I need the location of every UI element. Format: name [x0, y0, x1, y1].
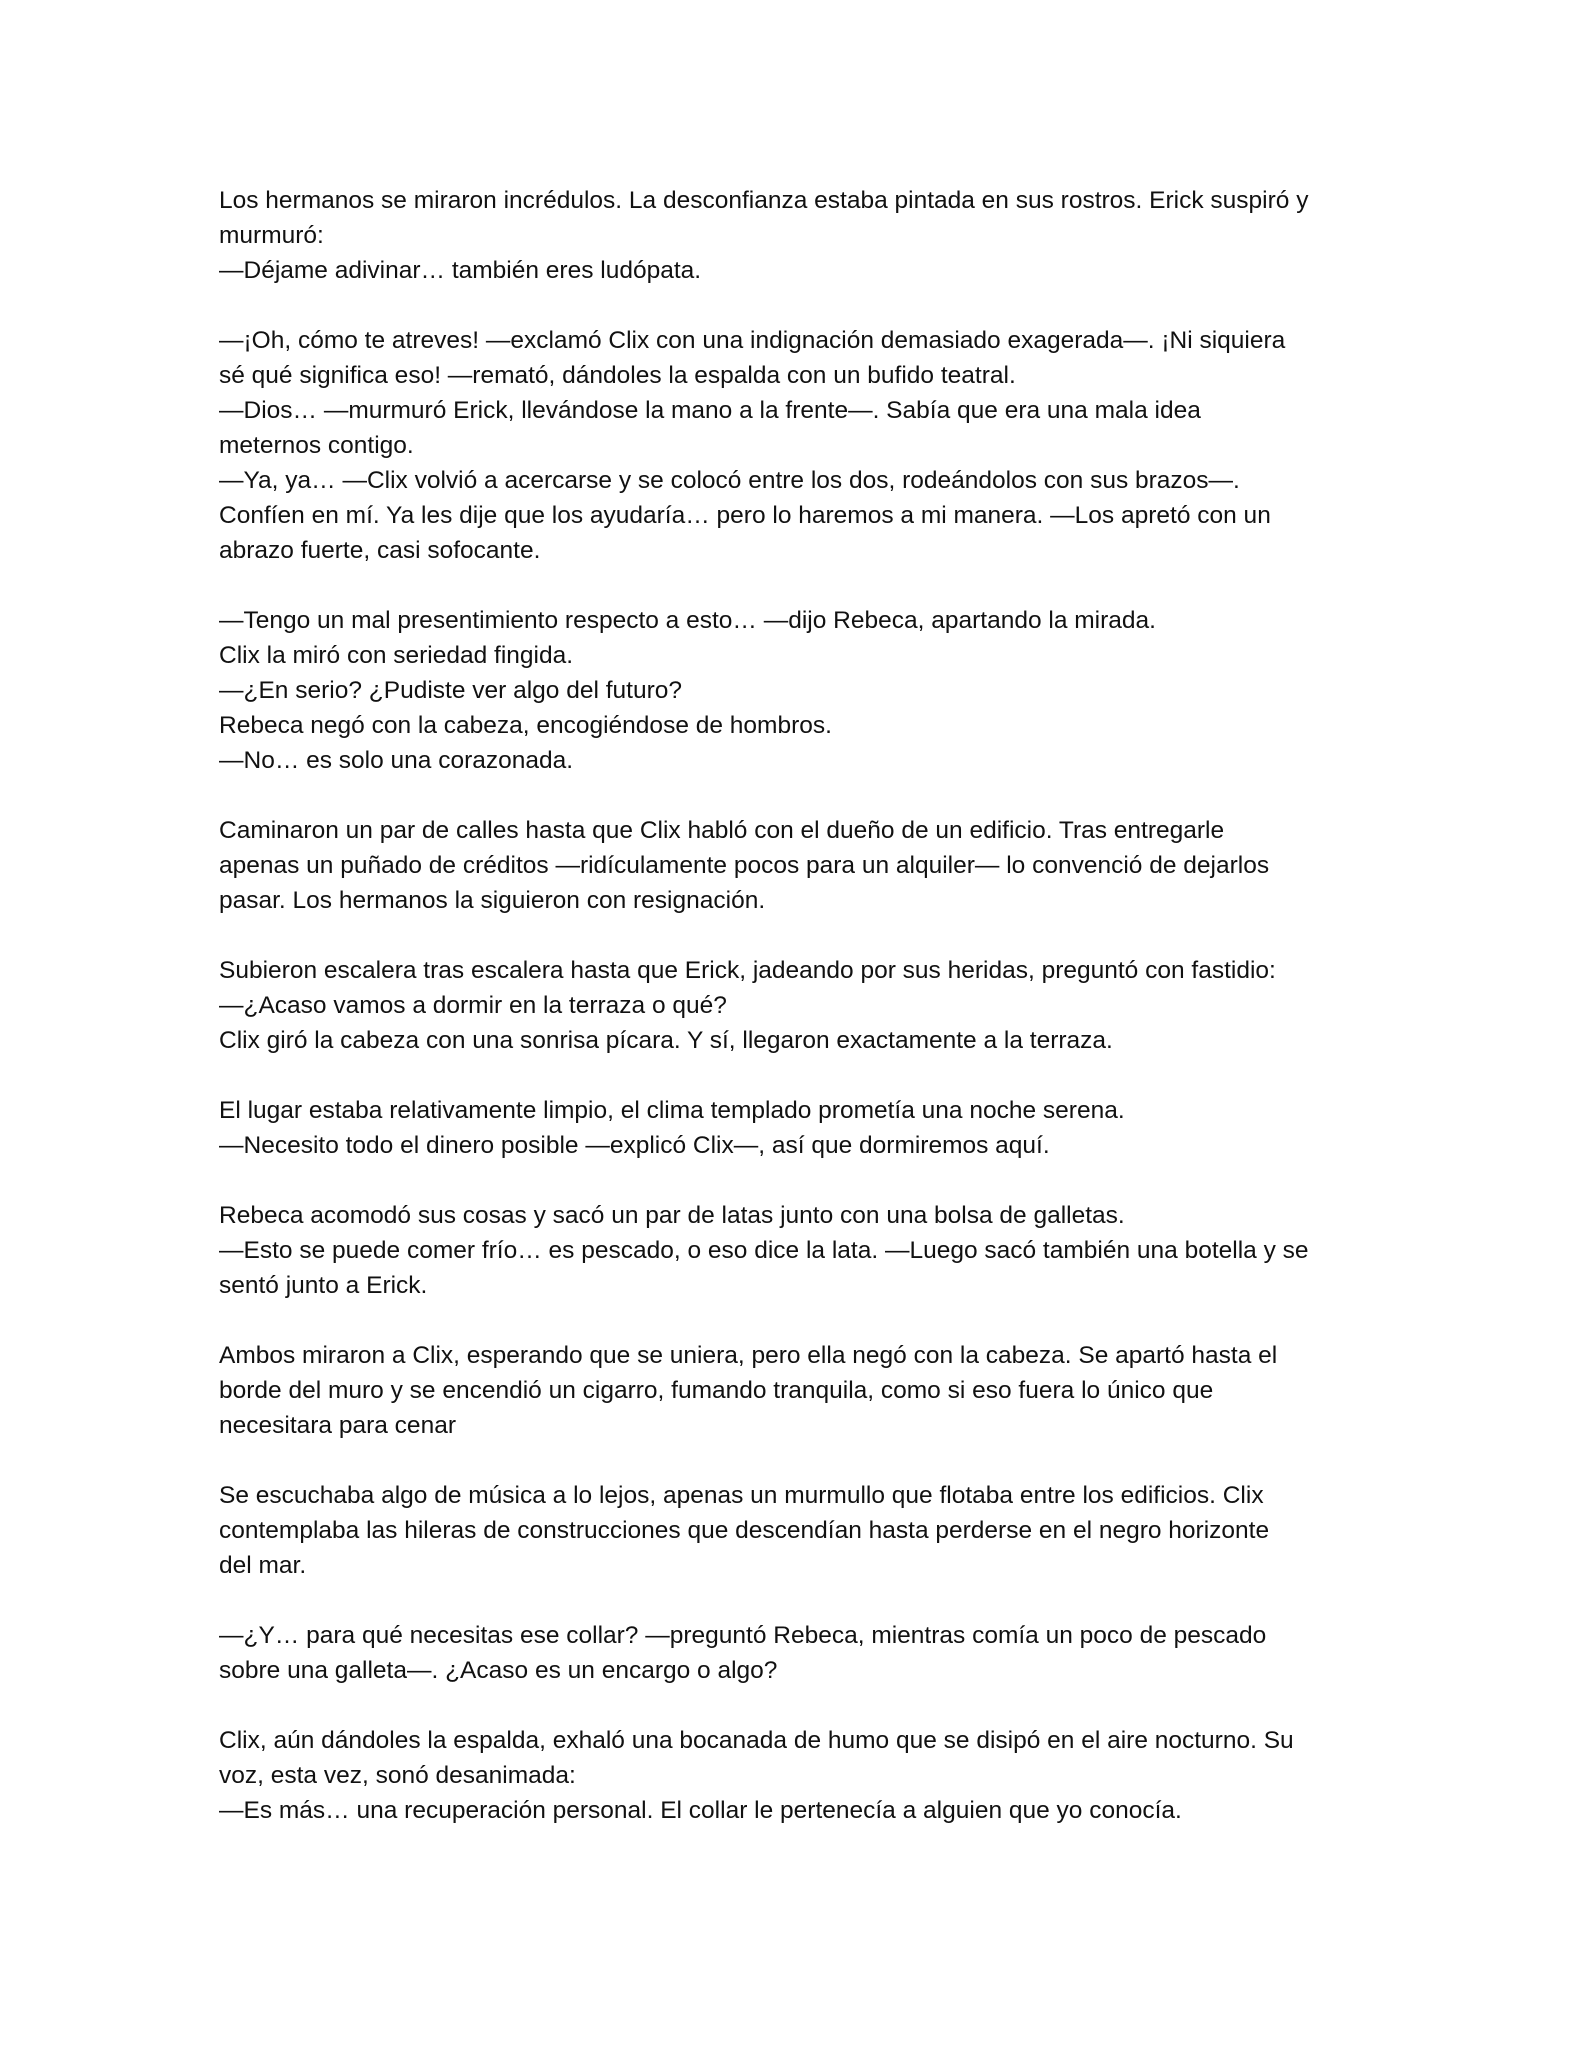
paragraph	[219, 603, 1379, 778]
text-line: —Necesito todo el dinero posible —explicó Clix—, así que dormiremos aquí.	[219, 1132, 1050, 1159]
text-line: —¿En serio? ¿Pudiste ver algo del futuro?	[219, 677, 683, 704]
text-line: Subieron escalera tras escalera hasta que Erick, jadeando por sus heridas, preguntó con fastidio:	[219, 957, 1276, 984]
paragraph	[219, 1478, 1379, 1583]
text-line: —Tengo un mal presentimiento respecto a esto… —dijo Rebeca, apartando la mirada.	[219, 607, 1156, 634]
text-line: —No… es solo una corazonada.	[219, 747, 574, 774]
paragraph	[219, 1618, 1379, 1688]
text-line: sobre una galleta—. ¿Acaso es un encargo o algo?	[219, 1657, 778, 1684]
text-line: meternos contigo.	[219, 432, 414, 459]
text-line: Clix giró la cabeza con una sonrisa pícara. Y sí, llegaron exactamente a la terraza.	[219, 1027, 1113, 1054]
paragraph	[219, 323, 1379, 568]
text-line: Rebeca acomodó sus cosas y sacó un par de latas junto con una bolsa de galletas.	[219, 1202, 1125, 1229]
text-line: del mar.	[219, 1552, 307, 1579]
text-line: Clix la miró con seriedad fingida.	[219, 642, 574, 669]
text-line: —Ya, ya… —Clix volvió a acercarse y se colocó entre los dos, rodeándolos con sus brazos—.	[219, 467, 1240, 494]
paragraph	[219, 1338, 1379, 1443]
text-line: Caminaron un par de calles hasta que Clix habló con el dueño de un edificio. Tras entregarle	[219, 817, 1225, 844]
text-line: —Es más… una recuperación personal. El collar le pertenecía a alguien que yo conocía.	[219, 1797, 1182, 1824]
paragraph	[219, 813, 1379, 918]
text-line: Confíen en mí. Ya les dije que los ayudaría… pero lo haremos a mi manera. —Los apretó con un	[219, 502, 1271, 529]
paragraph	[219, 1723, 1379, 1828]
text-line: Se escuchaba algo de música a lo lejos, apenas un murmullo que flotaba entre los edificios. Clix	[219, 1482, 1264, 1509]
text-line: voz, esta vez, sonó desanimada:	[219, 1762, 576, 1789]
text-line: murmuró:	[219, 222, 324, 249]
text-line: sé qué significa eso! —remató, dándoles la espalda con un bufido teatral.	[219, 362, 1016, 389]
text-line: El lugar estaba relativamente limpio, el clima templado prometía una noche serena.	[219, 1097, 1125, 1124]
text-line: Rebeca negó con la cabeza, encogiéndose de hombros.	[219, 712, 832, 739]
text-line: pasar. Los hermanos la siguieron con resignación.	[219, 887, 766, 914]
text-line: —¿Y… para qué necesitas ese collar? —preguntó Rebeca, mientras comía un poco de pescado	[219, 1622, 1267, 1649]
paragraph	[219, 1198, 1379, 1303]
paragraph	[219, 183, 1379, 288]
paragraph	[219, 953, 1379, 1058]
text-line: —¿Acaso vamos a dormir en la terraza o qué?	[219, 992, 727, 1019]
text-line: sentó junto a Erick.	[219, 1272, 428, 1299]
paragraph	[219, 1093, 1379, 1163]
text-line: borde del muro y se encendió un cigarro, fumando tranquila, como si eso fuera lo único que	[219, 1377, 1214, 1404]
text-line: Los hermanos se miraron incrédulos. La desconfianza estaba pintada en sus rostros. Erick suspiró y	[219, 187, 1309, 214]
text-line: —Déjame adivinar… también eres ludópata.	[219, 257, 702, 284]
text-line: —¡Oh, cómo te atreves! —exclamó Clix con una indignación demasiado exagerada—. ¡Ni siquiera	[219, 327, 1286, 354]
text-line: Clix, aún dándoles la espalda, exhaló una bocanada de humo que se disipó en el aire nocturno. Su	[219, 1727, 1294, 1754]
text-line: abrazo fuerte, casi sofocante.	[219, 537, 541, 564]
document-body	[219, 183, 1379, 1828]
text-line: apenas un puñado de créditos —ridículamente pocos para un alquiler— lo convenció de dejarlos	[219, 852, 1270, 879]
text-line: —Dios… —murmuró Erick, llevándose la mano a la frente—. Sabía que era una mala idea	[219, 397, 1201, 424]
text-line: necesitara para cenar	[219, 1412, 456, 1439]
text-line: contemplaba las hileras de construcciones que descendían hasta perderse en el negro horizonte	[219, 1517, 1270, 1544]
text-line: Ambos miraron a Clix, esperando que se uniera, pero ella negó con la cabeza. Se apartó hasta el	[219, 1342, 1278, 1369]
text-line: —Esto se puede comer frío… es pescado, o eso dice la lata. —Luego sacó también una botella y se	[219, 1237, 1309, 1264]
